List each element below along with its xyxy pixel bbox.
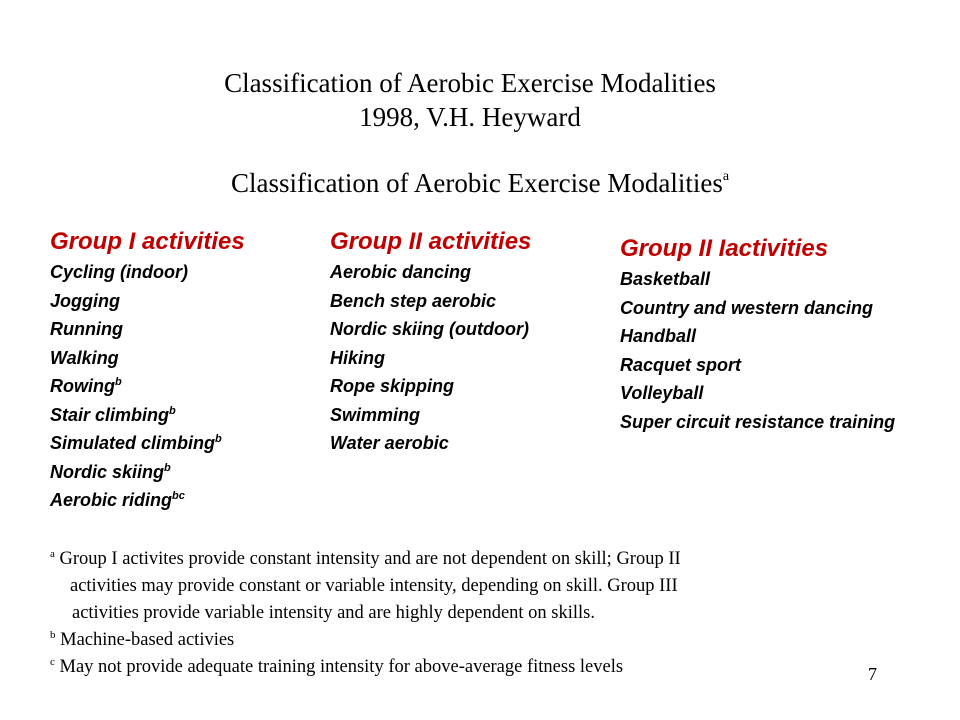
list-item-text: Aerobic dancing [330,262,472,282]
list-item-text: Stair climbing [50,404,170,425]
list-item [330,401,531,430]
list-item [620,322,895,351]
list-item [50,429,245,458]
footnote-marker: b [115,376,122,388]
group-1-heading: Group I activities [50,228,245,255]
list-item-text: Country and western dancing [620,297,874,318]
group-3-column [620,233,895,436]
list-item [620,379,895,408]
list-item-text: Simulated climbing [50,433,216,453]
list-item [50,486,245,515]
group-2-heading: Group II activities [330,228,532,255]
group-1-column [50,226,245,515]
group-3-heading: Group II Iactivities [620,235,829,262]
list-item [330,315,531,344]
footnote-b-text: Machine-based activies [60,630,235,650]
footnote-marker: b [169,404,176,417]
footnote-a-marker: a [50,547,55,560]
footnote-c [50,654,910,681]
list-item [330,429,531,458]
list-item-text: Running [50,319,123,339]
list-item [620,408,895,437]
list-item [50,401,245,430]
group-3-list [620,265,895,436]
list-item [50,258,245,287]
list-item [50,315,245,344]
list-item-text: Rope skipping [330,376,455,396]
slide-title-line1: Classification of Aerobic Exercise Modalities [224,68,716,98]
footnote-b-marker: b [50,628,56,641]
list-item-text: Hiking [330,347,386,368]
list-item-text: Super circuit resistance training [620,411,896,432]
list-item [330,287,531,316]
list-item [620,294,895,323]
list-item-text: Walking [50,347,119,368]
list-item [330,258,531,287]
list-item-text: Water aerobic [330,433,449,453]
group-1-list [50,258,245,515]
footnote-a-line3: activities provide variable intensity and are highly dependent on skills. [72,603,596,623]
list-item-text: Basketball [620,269,711,289]
list-item-text: Cycling (indoor) [50,262,188,282]
list-item-text: Volleyball [620,383,704,403]
group-2-list [330,258,531,458]
list-item [330,344,531,373]
list-item [620,265,895,294]
footnote-a-line1 [50,546,910,573]
list-item [50,344,245,373]
list-item-text: Jogging [50,290,120,311]
list-item [50,458,245,487]
list-item [620,351,895,380]
footnote-a-line2: activities may provide constant or variable intensity, depending on skill. Group III [70,576,678,596]
table-caption-footnote-marker: a [722,169,730,184]
list-item-text: Nordic skiing (outdoor) [330,319,529,339]
footnote-a-text: Group I activites provide constant intensity and are not dependent on skill; Group II [59,549,681,569]
list-item-text: Aerobic riding [50,490,173,510]
page-number: 7 [868,664,877,684]
footnote-c-text: May not provide adequate training intensity for above-average fitness levels [59,657,624,677]
list-item-text: Nordic skiing [50,461,165,482]
footnote-marker: bc [172,490,185,502]
footnotes [50,546,910,681]
list-item-text: Racquet sport [620,354,742,375]
list-item-text: Rowing [50,376,115,396]
list-item [50,287,245,316]
table-caption [0,166,960,200]
footnote-marker: b [215,433,222,445]
footnote-b [50,627,910,654]
slide-title-line2: 1998, V.H. Heyward [359,102,581,132]
list-item-text: Swimming [330,404,421,425]
list-item-text: Bench step aerobic [330,290,497,311]
footnote-c-marker: c [50,655,55,668]
table-caption-text: Classification of Aerobic Exercise Modalities [230,168,723,198]
list-item [50,372,245,401]
footnote-marker: b [164,461,171,474]
list-item [330,372,531,401]
group-2-column [330,226,531,458]
list-item-text: Handball [620,326,697,346]
